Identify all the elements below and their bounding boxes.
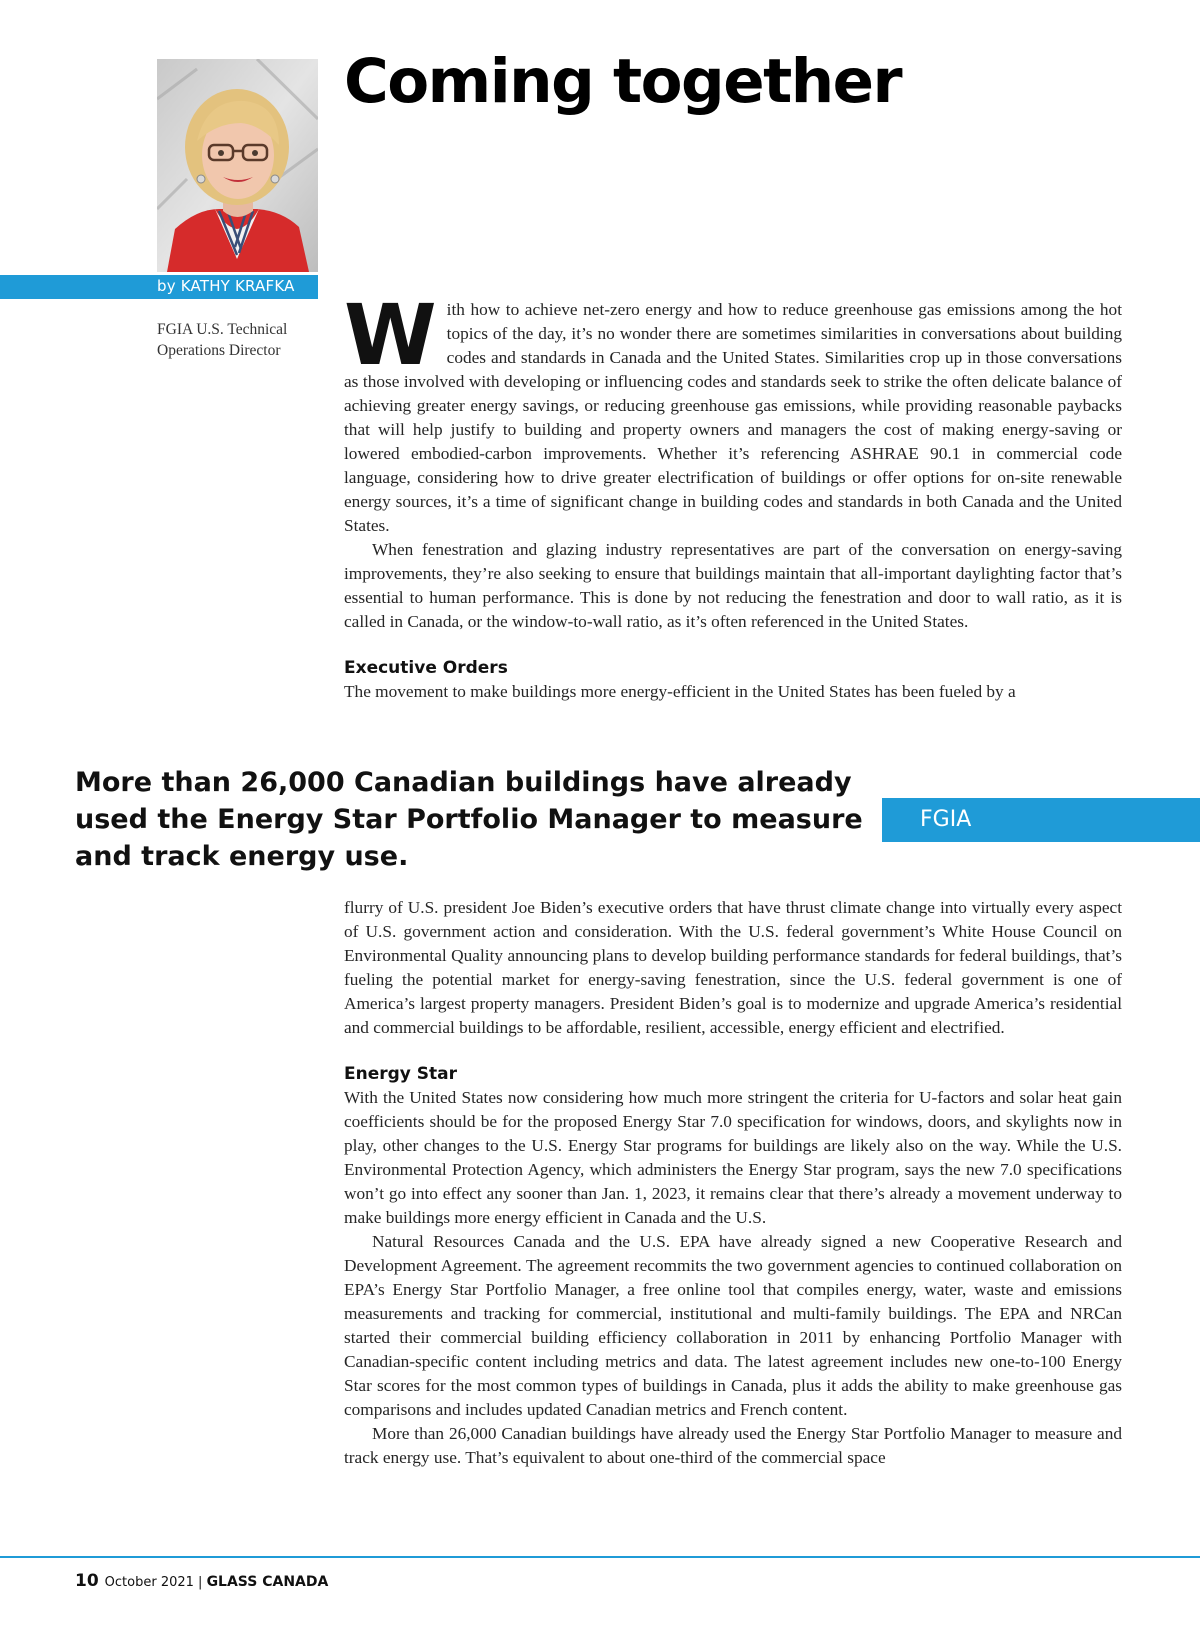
issue-date: October 2021 | (104, 1575, 207, 1590)
section-heading-energy-star: Energy Star (344, 1064, 458, 1084)
paragraph-daylighting: When fenestration and glazing industry representatives are part of the conversation on energy-saving improvements, they’re also seeking to ensure that buildings maintain that all-important daylighting factor that’s essential to human performance. This is done by not reducing the fenestration and door to wall ratio, as it is called in Canada, or the window-to-wall ratio, as it’s often referenced in the United States. (344, 540, 1122, 631)
article-title: Coming together (344, 46, 902, 117)
paragraph-26000-buildings: More than 26,000 Canadian buildings have already used the Energy Star Portfolio Manager to measure and track energy use. That’s equivalent to about one-third of the commercial space (344, 1424, 1122, 1467)
footer-rule (0, 1556, 1200, 1558)
author-title: FGIA U.S. Technical Operations Director (157, 321, 288, 359)
author-photo (157, 59, 318, 272)
article-column-upper (344, 286, 1122, 704)
intro-text: ith how to achieve net-zero energy and how to reduce greenhouse gas emissions among the hot topics of the day, it’s no wonder there are sometimes similarities in conversations about building codes and standards in Canada and the United States. Similarities crop up in those conversations as those involved with developing or influencing codes and standards seek to strike the often delicate balance of achieving greater energy savings, or reducing greenhouse gas emissions, while providing reasonable paybacks that will help justify to building and property owners and managers the cost of making energy-saving or lowered embodied-carbon improvements. Whether it’s referencing ASHRAE 90.1 in commercial code language, considering how to drive greater electrification of buildings or offer options for on-site renewable energy sources, it’s a time of significant change in building codes and standards in both Canada and the United States. (344, 300, 1122, 535)
pull-quote: More than 26,000 Canadian buildings have already used the Energy Star Portfolio Manager to measure and track energy use. (75, 767, 863, 872)
paragraph-executive-orders-start: The movement to make buildings more energy-efficient in the United States has been fueled by a (344, 682, 1016, 701)
article-column-lower (344, 896, 1122, 1470)
fgia-tag: FGIA (920, 807, 972, 832)
paragraph-nrcan-agreement: Natural Resources Canada and the U.S. EPA have already signed a new Cooperative Research and Development Agreement. The agreement recommits the two government agencies to continued collaboration on EPA’s Energy Star Portfolio Manager, a free online tool that compiles energy, water, waste and emissions measurements and tracking for commercial, institutional and multi-family buildings. The EPA and NRCan started their commercial building efficiency collaboration in 2011 by enhancing Portfolio Manager with Canadian-specific content including metrics and data. The latest agreement includes new one-to-100 Energy Star scores for the most common types of buildings in Canada, plus it adds the ability to make greenhouse gas comparisons and includes updated Canadian metrics and French content. (344, 1232, 1122, 1419)
paragraph-energy-star-criteria: With the United States now considering how much more stringent the criteria for U-factors and solar heat gain coefficients should be for the proposed Energy Star 7.0 specification for windows, doors, and skylights now in play, other changes to the U.S. Energy Star programs for buildings are likely also on the way. While the U.S. Environmental Protection Agency, which administers the Energy Star program, says the new 7.0 specifications won’t go into effect any sooner than Jan. 1, 2023, it remains clear that there’s already a movement underway to make buildings more energy efficient in Canada and the U.S. (344, 1088, 1122, 1227)
drop-cap: W (344, 286, 437, 384)
section-heading-executive-orders: Executive Orders (344, 658, 508, 678)
intro-paragraph (344, 286, 1122, 538)
page-footer (75, 1571, 328, 1591)
page-number: 10 (75, 1571, 99, 1591)
paragraph-executive-orders-cont: flurry of U.S. president Joe Biden’s executive orders that have thrust climate change into virtually every aspect of U.S. government action and consideration. With the U.S. federal government’s White House Council on Environmental Quality announcing plans to develop building performance standards for federal buildings, that’s fueling the potential market for energy-saving fenestration, since the U.S. federal government is one of America’s largest property managers. President Biden’s goal is to modernize and upgrade America’s residential and commercial buildings to be affordable, resilient, accessible, energy efficient and electrified. (344, 898, 1122, 1037)
magazine-name: GLASS CANADA (206, 1574, 329, 1590)
byline: by KATHY KRAFKA (157, 277, 295, 295)
